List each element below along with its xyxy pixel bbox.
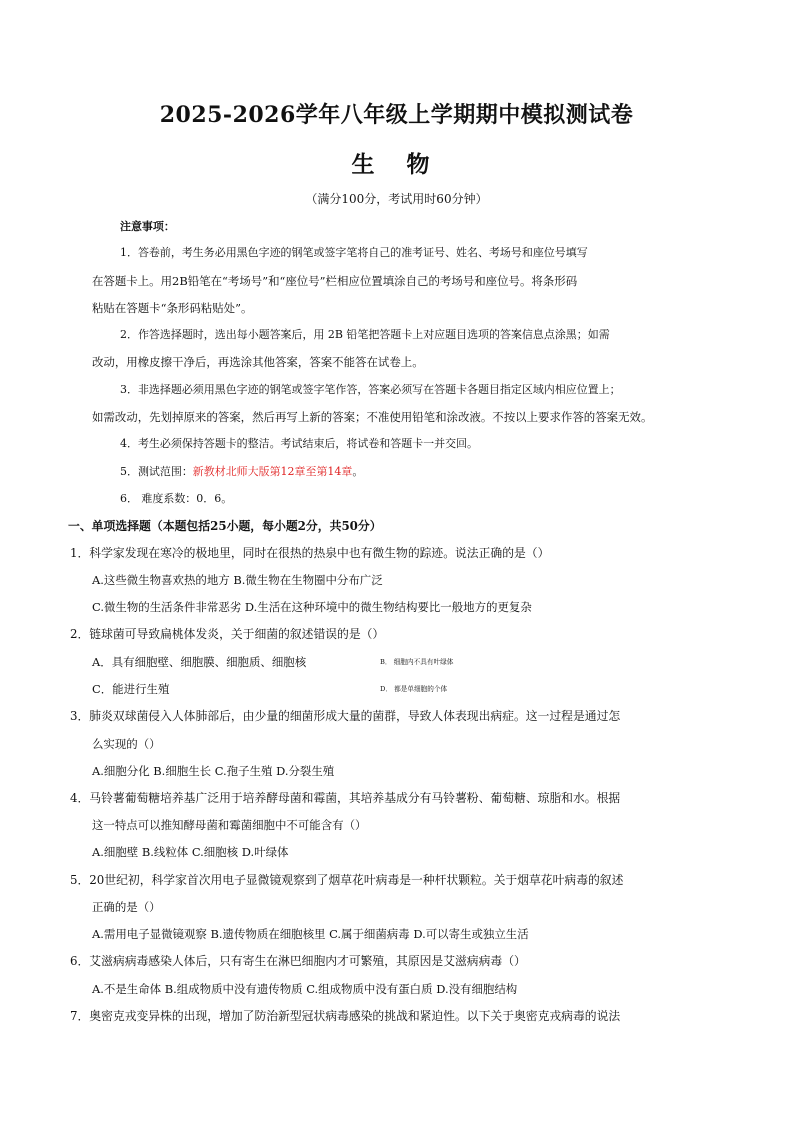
question-3-stem-line-1: 3．肺炎双球菌侵入人体肺部后，由少量的细菌形成大量的菌群，导致人体表现出病症。这一过程是通过怎 — [70, 709, 621, 723]
notice-item-2-line-2: 改动，用橡皮擦干净后，再选涂其他答案，答案不能答在试卷上。 — [92, 355, 424, 369]
notice-item-4: 4．考生必须保持答题卡的整洁。考试结束后，将试卷和答题卡一并交回。 — [120, 437, 478, 450]
question-3-options: A.细胞分化 B.细胞生长 C.孢子生殖 D.分裂生殖 — [92, 764, 335, 778]
notice-item-5-prefix: 5．测试范围： — [120, 465, 193, 478]
score-note: （满分100分，考试用时60分钟） — [305, 192, 488, 206]
question-6-options: A.不是生命体 B.组成物质中没有遗传物质 C.组成物质中没有蛋白质 D.没有细胞结构 — [92, 982, 518, 996]
test-range: 新教材北师大版第12章至第14章 — [192, 465, 353, 478]
notice-item-1-line-3: 粘贴在答题卡“条形码粘贴处”。 — [92, 301, 253, 315]
notice-item-6: 6． 难度系数：0．6。 — [120, 492, 233, 505]
question-5-stem-line-2: 正确的是（） — [92, 900, 161, 914]
question-2-stem: 2．链球菌可导致扁桃体发炎，关于细菌的叙述错误的是（） — [70, 627, 385, 641]
question-4-stem-line-1: 4．马铃薯葡萄糖培养基广泛用于培养酵母菌和霉菌，其培养基成分有马铃薯粉、葡萄糖、琼脂和水。根据 — [70, 791, 621, 805]
notice-item-3-line-2: 如需改动，先划掉原来的答案，然后再写上新的答案；不准使用铅笔和涂改液。不按以上要求作答的答案无效。 — [92, 410, 653, 424]
exam-title: 2025-2026学年八年级上学期期中模拟测试卷 — [159, 102, 634, 128]
question-2-option-b: B． 细胞内不具有叶绿体 — [380, 658, 454, 666]
question-6-stem: 6．艾滋病病毒感染人体后，只有寄生在淋巴细胞内才可繁殖，其原因是艾滋病病毒（） — [70, 954, 526, 968]
section-1-heading: 一、单项选择题（本题包括25小题，每小题2分，共50分） — [68, 519, 382, 533]
notice-item-5 — [120, 463, 793, 481]
question-3-stem-line-2: 么实现的（） — [92, 737, 161, 751]
question-1-stem: 1．科学家发现在寒冷的极地里，同时在很热的热泉中也有微生物的踪迹。说法正确的是（） — [70, 546, 550, 560]
question-5-stem-line-1: 5．20世纪初，科学家首次用电子显微镜观察到了烟草花叶病毒是一种杆状颗粒。关于烟草花叶病毒的叙述 — [70, 873, 624, 887]
notice-item-1-line-1: 1．答卷前，考生务必用黑色字迹的钢笔或签字笔将自己的准考证号、姓名、考场号和座位号填写 — [120, 246, 588, 259]
notice-item-3-line-1: 3．非选择题必须用黑色字迹的钢笔或签字笔作答，答案必须写在答题卡各题目指定区域内相应位置上； — [120, 383, 621, 396]
notice-item-2-line-1: 2．作答选择题时，选出每小题答案后，用 2B 铅笔把答题卡上对应题目选项的答案信息点涂黑；如需 — [120, 328, 610, 341]
notice-heading: 注意事项： — [120, 220, 175, 233]
question-2-option-c: C．能进行生殖 — [92, 682, 170, 696]
question-2-option-a: A．具有细胞壁、细胞膜、细胞质、细胞核 — [92, 655, 307, 669]
question-1-options-cd: C.微生物的生活条件非常恶劣 D.生活在这种环境中的微生物结构要比一般地方的更复杂 — [92, 600, 532, 614]
notice-item-5-suffix: 。 — [352, 465, 364, 478]
notice-item-1-line-2: 在答题卡上。用2B铅笔在“考场号”和“座位号”栏相应位置填涂自己的考场号和座位号。将条形码 — [92, 274, 578, 288]
question-7-stem-line-1: 7．奥密克戎变异株的出现，增加了防治新型冠状病毒感染的挑战和紧迫性。以下关于奥密克戎病毒的说法 — [70, 1009, 621, 1023]
question-4-stem-line-2: 这一特点可以推知酵母菌和霉菌细胞中不可能含有（） — [92, 818, 367, 832]
question-1-options-ab: A.这些微生物喜欢热的地方 B.微生物在生物圈中分布广泛 — [92, 573, 383, 587]
question-5-options: A.需用电子显微镜观察 B.遗传物质在细胞核里 C.属于细菌病毒 D.可以寄生或独立生活 — [92, 927, 529, 941]
subject-title: 生 物 — [351, 151, 442, 178]
question-4-options: A.细胞壁 B.线粒体 C.细胞核 D.叶绿体 — [92, 845, 289, 859]
question-2-option-d: D． 都是单细胞的个体 — [380, 685, 448, 693]
